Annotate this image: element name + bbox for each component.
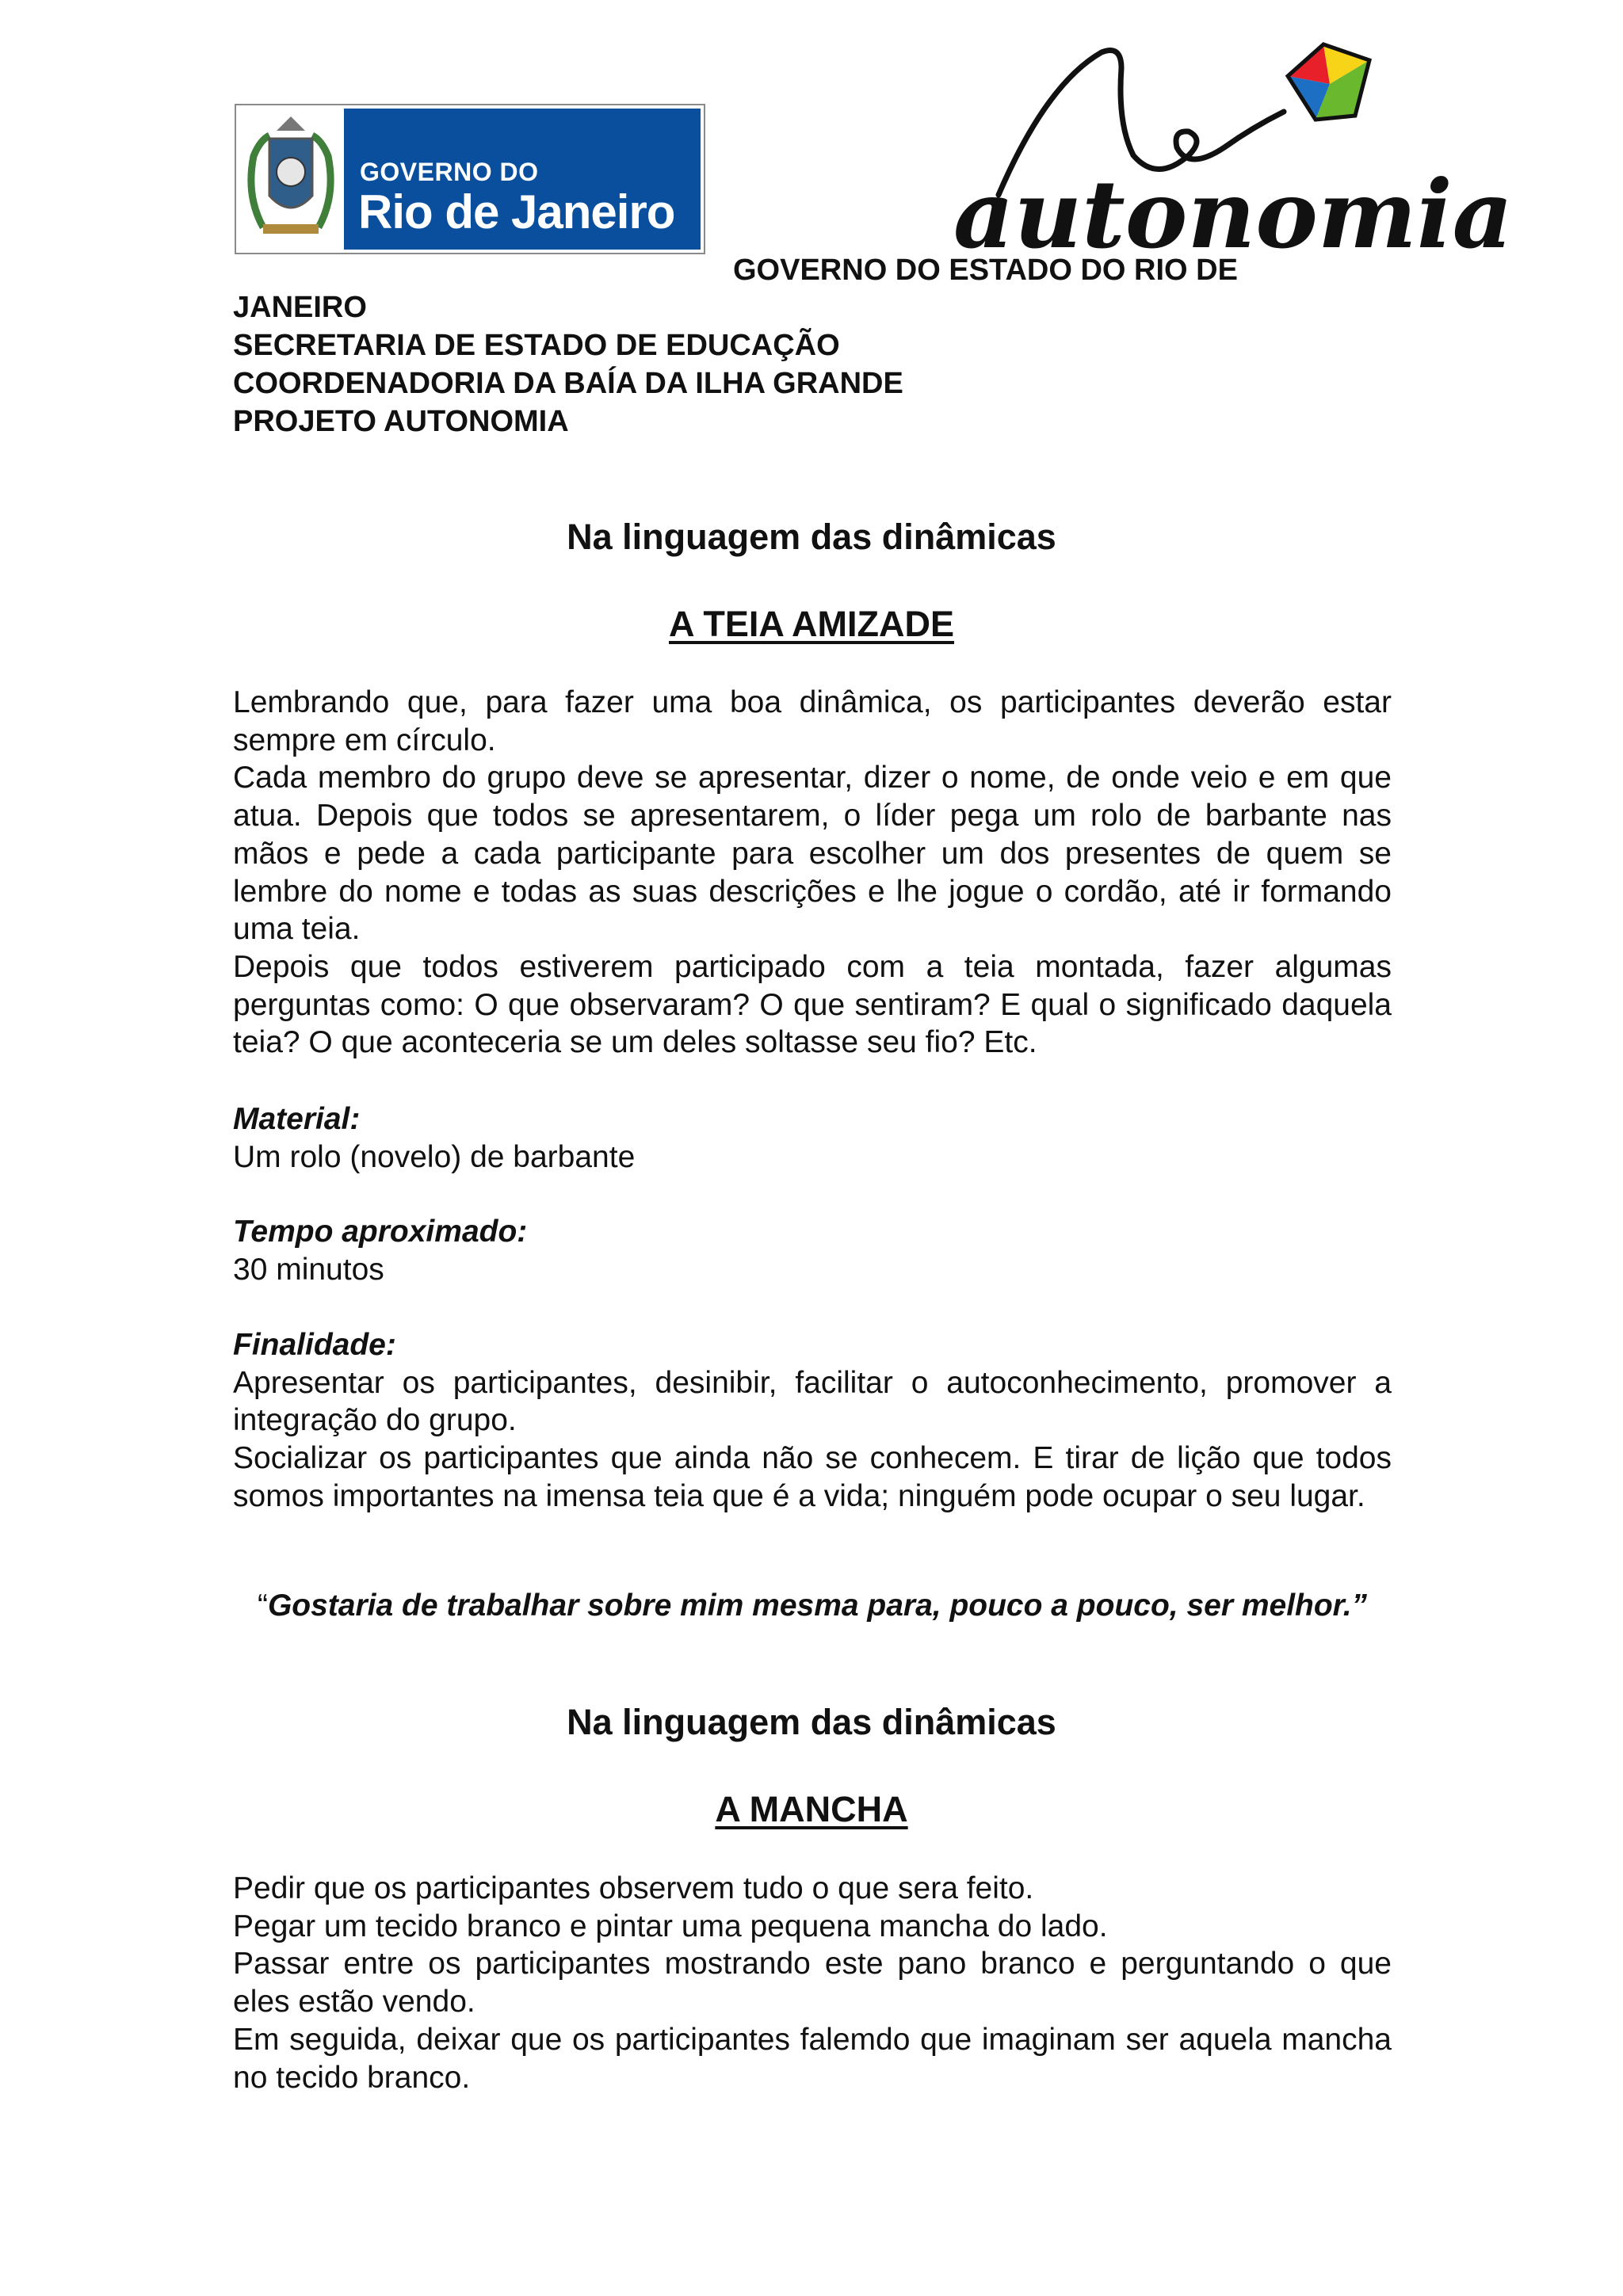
paragraph: Passar entre os participantes mostrando este pano branco e perguntando o que eles estão vendo. — [233, 1947, 1392, 2019]
governo-rj-banner — [344, 109, 701, 250]
header-line-5: PROJETO AUTONOMIA — [233, 405, 569, 438]
quote-open-mark: “ — [257, 1589, 268, 1623]
autonomia-logo-text: autonomia — [953, 159, 1514, 269]
section1-subtitle: A TEIA AMIZADE — [669, 604, 954, 644]
finalidade-block — [233, 1326, 1392, 1516]
material-value: Um rolo (novelo) de barbante — [233, 1139, 636, 1174]
material-block — [233, 1100, 1392, 1176]
paragraph: Lembrando que, para fazer uma boa dinâmica, os participantes deverão estar sempre em círculo. — [233, 685, 1392, 757]
tempo-value: 30 minutos — [233, 1252, 384, 1287]
autonomia-logo — [951, 36, 1514, 269]
section1-body — [233, 684, 1392, 1062]
finalidade-label: Finalidade: — [233, 1328, 396, 1362]
material-label: Material: — [233, 1102, 361, 1136]
paragraph: Em seguida, deixar que os participantes falemdo que imaginam ser aquela mancha no tecido branco. — [233, 2022, 1392, 2095]
section2-title: Na linguagem das dinâmicas — [567, 1702, 1056, 1742]
logo-line-2: Rio de Janeiro — [358, 185, 675, 238]
header-lines — [233, 288, 903, 441]
state-crest-icon — [239, 109, 342, 250]
section1-title: Na linguagem das dinâmicas — [567, 517, 1056, 557]
header-line-4: COORDENADORIA DA BAÍA DA ILHA GRANDE — [233, 367, 903, 400]
section2-subtitle: A MANCHA — [715, 1789, 908, 1829]
governo-rj-logo — [235, 104, 705, 254]
header-line-2: JANEIRO — [233, 291, 367, 324]
paragraph: Pedir que os participantes observem tudo o que sera feito. — [233, 1871, 1034, 1905]
tempo-block — [233, 1213, 1392, 1288]
logo-line-1: GOVERNO DO — [360, 158, 539, 186]
header-line-3: SECRETARIA DE ESTADO DE EDUCAÇÃO — [233, 329, 840, 362]
paragraph: Depois que todos estiverem participado com a teia montada, fazer algumas perguntas como: O que observaram? O que sentiram? E qual o significado daquela teia? O que aconteceria se um deles soltasse seu fio? Etc. — [233, 949, 1392, 1060]
kite-icon — [1288, 44, 1369, 120]
paragraph: Apresentar os participantes, desinibir, facilitar o autoconhecimento, promover a integração do grupo. — [233, 1365, 1392, 1438]
tempo-label: Tempo aproximado: — [233, 1215, 528, 1249]
header-line-1: GOVERNO DO ESTADO DO RIO DE — [733, 254, 1238, 287]
section2-body — [233, 1870, 1392, 2096]
quote-text: Gostaria de trabalhar sobre mim mesma para, pouco a pouco, ser melhor.” — [267, 1589, 1368, 1623]
quote — [233, 1587, 1392, 1625]
paragraph: Socializar os participantes que ainda não se conhecem. E tirar de lição que todos somos importantes na imensa teia que é a vida; ninguém pode ocupar o seu lugar. — [233, 1441, 1392, 1513]
paragraph: Pegar um tecido branco e pintar uma pequena mancha do lado. — [233, 1909, 1108, 1943]
paragraph: Cada membro do grupo deve se apresentar, dizer o nome, de onde veio e em que atua. Depois que todos se apresentarem, o líder pega um rolo de barbante nas mãos e pede a cada participante para escolher um dos presentes de quem se lembre do nome e todas as suas descrições e lhe jogue o cordão, até ir formando uma teia. — [233, 761, 1392, 947]
